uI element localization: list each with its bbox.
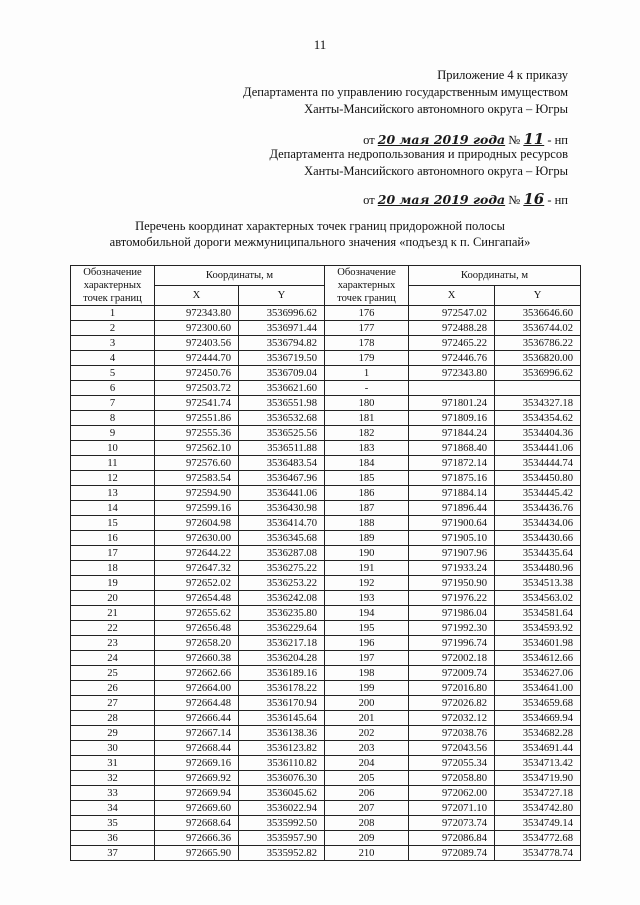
table-row: [71, 711, 581, 726]
cell-y-left: 3536178.22: [239, 681, 325, 696]
handwritten-date: 20 мая 2019 года: [377, 132, 506, 147]
cell-y-left: 3536467.96: [239, 471, 325, 486]
department-line-1: Департамента недропользования и природных ресурсов: [269, 147, 568, 161]
cell-x-right: 971844.24: [409, 426, 495, 441]
cell-point-left: 27: [71, 696, 155, 711]
cell-x-right: 971872.14: [409, 456, 495, 471]
cell-y-right: 3534691.44: [495, 741, 581, 756]
cell-y-left: 3536253.22: [239, 576, 325, 591]
cell-x-left: 972665.90: [155, 846, 239, 861]
cell-point-right: 187: [325, 501, 409, 516]
cell-y-left: 3536217.18: [239, 636, 325, 651]
cell-point-right: 200: [325, 696, 409, 711]
cell-point-left: 7: [71, 396, 155, 411]
cell-point-right: 189: [325, 531, 409, 546]
cell-point-left: 3: [71, 336, 155, 351]
cell-y-left: 3536511.88: [239, 441, 325, 456]
cell-y-left: 3536204.28: [239, 651, 325, 666]
table-body: [71, 306, 581, 861]
order-date-2: [363, 190, 568, 208]
cell-x-left: 972562.10: [155, 441, 239, 456]
cell-point-right: 190: [325, 546, 409, 561]
cell-x-left: 972666.44: [155, 711, 239, 726]
appendix-line-2: Департамента по управлению государственным имуществом: [243, 85, 568, 99]
cell-y-right: 3534581.64: [495, 606, 581, 621]
cell-x-left: 972654.48: [155, 591, 239, 606]
cell-y-left: 3536076.30: [239, 771, 325, 786]
cell-y-right: 3534593.92: [495, 621, 581, 636]
table-row: [71, 486, 581, 501]
cell-y-right: 3534612.66: [495, 651, 581, 666]
table-row: [71, 456, 581, 471]
page-number: 11: [313, 37, 327, 52]
cell-x-right: 972055.34: [409, 756, 495, 771]
cell-point-left: 29: [71, 726, 155, 741]
cell-x-left: 972664.00: [155, 681, 239, 696]
cell-y-left: 3536235.80: [239, 606, 325, 621]
cell-y-left: 3536345.68: [239, 531, 325, 546]
header-y-left: Y: [239, 286, 325, 306]
cell-x-left: 972655.62: [155, 606, 239, 621]
cell-point-left: 35: [71, 816, 155, 831]
cell-x-left: 972300.60: [155, 321, 239, 336]
table-row: [71, 396, 581, 411]
cell-y-left: 3536996.62: [239, 306, 325, 321]
cell-point-right: 1: [325, 366, 409, 381]
cell-x-left: 972669.60: [155, 801, 239, 816]
cell-x-right: 972002.18: [409, 651, 495, 666]
cell-point-left: 26: [71, 681, 155, 696]
table-row: [71, 636, 581, 651]
cell-point-right: 192: [325, 576, 409, 591]
cell-point-left: 15: [71, 516, 155, 531]
cell-y-right: 3534727.18: [495, 786, 581, 801]
date-prefix: от: [363, 193, 375, 207]
handwritten-number: 16: [523, 190, 545, 208]
cell-x-left: 972664.48: [155, 696, 239, 711]
cell-x-left: 972555.36: [155, 426, 239, 441]
cell-x-right: 972547.02: [409, 306, 495, 321]
cell-y-left: 3536138.36: [239, 726, 325, 741]
cell-x-left: 972576.60: [155, 456, 239, 471]
table-row: [71, 381, 581, 396]
cell-x-right: 971900.64: [409, 516, 495, 531]
cell-point-left: 19: [71, 576, 155, 591]
cell-x-left: 972668.64: [155, 816, 239, 831]
cell-point-right: 181: [325, 411, 409, 426]
cell-point-left: 31: [71, 756, 155, 771]
cell-y-right: 3534627.06: [495, 666, 581, 681]
appendix-line-3: Ханты-Мансийского автономного округа – Югры: [304, 102, 568, 116]
cell-y-right: 3536786.22: [495, 336, 581, 351]
table-row: [71, 321, 581, 336]
cell-y-left: 3536525.56: [239, 426, 325, 441]
cell-x-right: 972073.74: [409, 816, 495, 831]
cell-y-right: 3534441.06: [495, 441, 581, 456]
cell-y-right: 3534404.36: [495, 426, 581, 441]
cell-point-left: 2: [71, 321, 155, 336]
cell-x-right: 972465.22: [409, 336, 495, 351]
cell-point-right: -: [325, 381, 409, 396]
cell-point-right: 201: [325, 711, 409, 726]
cell-x-right: 971896.44: [409, 501, 495, 516]
cell-y-right: 3534435.64: [495, 546, 581, 561]
table-row: [71, 576, 581, 591]
cell-y-right: 3534641.00: [495, 681, 581, 696]
cell-point-left: 16: [71, 531, 155, 546]
table-row: [71, 666, 581, 681]
cell-point-right: 185: [325, 471, 409, 486]
table-row: [71, 426, 581, 441]
cell-point-right: 199: [325, 681, 409, 696]
cell-y-left: 3536242.08: [239, 591, 325, 606]
cell-point-right: 203: [325, 741, 409, 756]
cell-x-right: [409, 381, 495, 396]
department-header: [269, 146, 568, 180]
appendix-header: [243, 67, 568, 118]
handwritten-date: 20 мая 2019 года: [377, 192, 506, 207]
table-row: [71, 741, 581, 756]
cell-y-right: 3534772.68: [495, 831, 581, 846]
cell-x-left: 972658.20: [155, 636, 239, 651]
handwritten-number: 11: [523, 130, 545, 148]
cell-point-left: 28: [71, 711, 155, 726]
table-row: [71, 591, 581, 606]
cell-y-left: 3536170.94: [239, 696, 325, 711]
cell-x-right: 971950.90: [409, 576, 495, 591]
cell-y-left: 3535992.50: [239, 816, 325, 831]
cell-y-right: 3534354.62: [495, 411, 581, 426]
table-row: [71, 516, 581, 531]
table-row: [71, 306, 581, 321]
cell-x-right: 972488.28: [409, 321, 495, 336]
table-row: [71, 546, 581, 561]
cell-y-right: 3534682.28: [495, 726, 581, 741]
cell-x-right: 972089.74: [409, 846, 495, 861]
cell-x-left: 972660.38: [155, 651, 239, 666]
cell-x-left: 972599.16: [155, 501, 239, 516]
cell-point-right: 183: [325, 441, 409, 456]
cell-x-left: 972541.74: [155, 396, 239, 411]
cell-x-right: 972058.80: [409, 771, 495, 786]
table-row: [71, 621, 581, 636]
cell-y-right: 3536646.60: [495, 306, 581, 321]
cell-y-right: 3534445.42: [495, 486, 581, 501]
cell-x-left: 972630.00: [155, 531, 239, 546]
cell-y-right: 3534719.90: [495, 771, 581, 786]
cell-point-right: 197: [325, 651, 409, 666]
cell-point-left: 17: [71, 546, 155, 561]
table-row: [71, 531, 581, 546]
cell-y-left: 3536022.94: [239, 801, 325, 816]
cell-x-left: 972594.90: [155, 486, 239, 501]
cell-y-left: 3536229.64: [239, 621, 325, 636]
cell-x-right: 971868.40: [409, 441, 495, 456]
coordinates-table: [70, 265, 581, 861]
cell-point-left: 9: [71, 426, 155, 441]
cell-x-right: 971933.24: [409, 561, 495, 576]
cell-y-left: 3535957.90: [239, 831, 325, 846]
number-suffix: - нп: [547, 133, 568, 147]
cell-point-right: 191: [325, 561, 409, 576]
table-row: [71, 561, 581, 576]
cell-y-right: 3536820.00: [495, 351, 581, 366]
cell-x-right: 972446.76: [409, 351, 495, 366]
cell-point-left: 12: [71, 471, 155, 486]
table-row: [71, 756, 581, 771]
cell-y-right: 3534778.74: [495, 846, 581, 861]
cell-point-left: 11: [71, 456, 155, 471]
cell-y-right: 3534430.66: [495, 531, 581, 546]
table-row: [71, 606, 581, 621]
number-sign: №: [508, 133, 521, 147]
table-row: [71, 771, 581, 786]
cell-point-right: 198: [325, 666, 409, 681]
cell-x-left: 972343.80: [155, 306, 239, 321]
cell-y-left: 3536414.70: [239, 516, 325, 531]
number-sign: №: [508, 193, 521, 207]
cell-y-right: 3534749.14: [495, 816, 581, 831]
cell-y-right: 3534434.06: [495, 516, 581, 531]
cell-point-left: 13: [71, 486, 155, 501]
header-coords-right: Координаты, м: [409, 266, 581, 286]
cell-y-left: 3536275.22: [239, 561, 325, 576]
cell-x-right: 971875.16: [409, 471, 495, 486]
number-suffix: - нп: [547, 193, 568, 207]
cell-point-right: 204: [325, 756, 409, 771]
title-line-2: автомобильной дороги межмуниципального значения «подъезд к п. Сингапай»: [109, 235, 531, 249]
cell-point-left: 18: [71, 561, 155, 576]
cell-y-right: 3534563.02: [495, 591, 581, 606]
cell-x-right: 972016.80: [409, 681, 495, 696]
cell-x-right: 971801.24: [409, 396, 495, 411]
cell-y-left: 3536145.64: [239, 711, 325, 726]
cell-y-right: 3534480.96: [495, 561, 581, 576]
date-prefix: от: [363, 133, 375, 147]
cell-x-left: 972583.54: [155, 471, 239, 486]
table-row: [71, 651, 581, 666]
cell-point-right: 205: [325, 771, 409, 786]
cell-x-right: 972343.80: [409, 366, 495, 381]
cell-x-right: 972009.74: [409, 666, 495, 681]
cell-y-left: 3536709.04: [239, 366, 325, 381]
table-row: [71, 681, 581, 696]
cell-x-right: 971996.74: [409, 636, 495, 651]
table-row: [71, 336, 581, 351]
cell-point-left: 5: [71, 366, 155, 381]
cell-x-right: 972038.76: [409, 726, 495, 741]
cell-y-left: 3536430.98: [239, 501, 325, 516]
table-row: [71, 831, 581, 846]
table-row: [71, 801, 581, 816]
cell-point-right: 186: [325, 486, 409, 501]
cell-x-right: 971986.04: [409, 606, 495, 621]
cell-x-right: 971992.30: [409, 621, 495, 636]
cell-x-right: 971905.10: [409, 531, 495, 546]
cell-point-right: 176: [325, 306, 409, 321]
cell-y-left: 3536532.68: [239, 411, 325, 426]
table-row: [71, 726, 581, 741]
cell-point-left: 21: [71, 606, 155, 621]
cell-y-left: 3536045.62: [239, 786, 325, 801]
cell-point-left: 25: [71, 666, 155, 681]
cell-y-left: 3536794.82: [239, 336, 325, 351]
cell-point-left: 32: [71, 771, 155, 786]
cell-x-right: 972086.84: [409, 831, 495, 846]
cell-x-left: 972668.44: [155, 741, 239, 756]
cell-x-right: 971976.22: [409, 591, 495, 606]
cell-y-right: 3534513.38: [495, 576, 581, 591]
cell-x-left: 972647.32: [155, 561, 239, 576]
cell-x-left: 972669.94: [155, 786, 239, 801]
cell-y-left: 3535952.82: [239, 846, 325, 861]
cell-point-right: 177: [325, 321, 409, 336]
cell-point-right: 182: [325, 426, 409, 441]
cell-y-right: 3534601.98: [495, 636, 581, 651]
table-row: [71, 351, 581, 366]
cell-point-right: 196: [325, 636, 409, 651]
cell-point-left: 20: [71, 591, 155, 606]
cell-y-right: 3536996.62: [495, 366, 581, 381]
header-point-right: Обозначение характерных точек границ: [325, 266, 409, 306]
cell-point-right: 202: [325, 726, 409, 741]
cell-point-right: 178: [325, 336, 409, 351]
cell-x-right: 971907.96: [409, 546, 495, 561]
cell-point-right: 193: [325, 591, 409, 606]
cell-y-left: 3536287.08: [239, 546, 325, 561]
cell-x-left: 972450.76: [155, 366, 239, 381]
cell-point-right: 194: [325, 606, 409, 621]
cell-point-right: 188: [325, 516, 409, 531]
table-row: [71, 366, 581, 381]
header-x-left: X: [155, 286, 239, 306]
cell-point-left: 34: [71, 801, 155, 816]
cell-x-left: 972503.72: [155, 381, 239, 396]
table-row: [71, 846, 581, 861]
cell-point-right: 180: [325, 396, 409, 411]
cell-point-right: 179: [325, 351, 409, 366]
cell-point-left: 24: [71, 651, 155, 666]
cell-y-left: 3536110.82: [239, 756, 325, 771]
cell-point-left: 1: [71, 306, 155, 321]
header-coords-left: Координаты, м: [155, 266, 325, 286]
cell-point-right: 208: [325, 816, 409, 831]
cell-y-right: [495, 381, 581, 396]
cell-x-right: 971809.16: [409, 411, 495, 426]
cell-y-right: 3534450.80: [495, 471, 581, 486]
cell-point-right: 206: [325, 786, 409, 801]
header-point-left: Обозначение характерных точек границ: [71, 266, 155, 306]
cell-y-right: 3534659.68: [495, 696, 581, 711]
table-row: [71, 501, 581, 516]
document-title: [0, 218, 640, 250]
table-row: [71, 411, 581, 426]
cell-y-right: 3536744.02: [495, 321, 581, 336]
cell-x-left: 972551.86: [155, 411, 239, 426]
cell-x-left: 972669.92: [155, 771, 239, 786]
cell-x-left: 972403.56: [155, 336, 239, 351]
cell-y-left: 3536719.50: [239, 351, 325, 366]
cell-x-left: 972669.16: [155, 756, 239, 771]
cell-y-left: 3536551.98: [239, 396, 325, 411]
table-row: [71, 471, 581, 486]
cell-point-right: 195: [325, 621, 409, 636]
cell-point-left: 6: [71, 381, 155, 396]
cell-y-right: 3534669.94: [495, 711, 581, 726]
cell-x-left: 972444.70: [155, 351, 239, 366]
cell-y-left: 3536483.54: [239, 456, 325, 471]
cell-y-left: 3536441.06: [239, 486, 325, 501]
cell-y-left: 3536123.82: [239, 741, 325, 756]
cell-x-right: 972043.56: [409, 741, 495, 756]
cell-y-right: 3534742.80: [495, 801, 581, 816]
cell-x-left: 972652.02: [155, 576, 239, 591]
table-row: [71, 441, 581, 456]
table-row: [71, 696, 581, 711]
appendix-line-1: Приложение 4 к приказу: [437, 68, 568, 82]
cell-point-left: 37: [71, 846, 155, 861]
cell-point-left: 30: [71, 741, 155, 756]
cell-x-left: 972656.48: [155, 621, 239, 636]
cell-point-left: 8: [71, 411, 155, 426]
table-row: [71, 786, 581, 801]
cell-point-left: 33: [71, 786, 155, 801]
cell-y-right: 3534327.18: [495, 396, 581, 411]
title-line-1: Перечень координат характерных точек границ придорожной полосы: [135, 219, 505, 233]
cell-y-right: 3534713.42: [495, 756, 581, 771]
cell-point-left: 10: [71, 441, 155, 456]
header-x-right: X: [409, 286, 495, 306]
table-row: [71, 816, 581, 831]
cell-y-right: 3534444.74: [495, 456, 581, 471]
cell-point-left: 36: [71, 831, 155, 846]
cell-x-left: 972667.14: [155, 726, 239, 741]
cell-point-right: 207: [325, 801, 409, 816]
cell-point-left: 23: [71, 636, 155, 651]
cell-y-right: 3534436.76: [495, 501, 581, 516]
cell-x-right: 972062.00: [409, 786, 495, 801]
cell-point-right: 210: [325, 846, 409, 861]
cell-y-left: 3536621.60: [239, 381, 325, 396]
cell-x-right: 971884.14: [409, 486, 495, 501]
cell-x-right: 972071.10: [409, 801, 495, 816]
cell-x-left: 972662.66: [155, 666, 239, 681]
department-line-2: Ханты-Мансийского автономного округа – Югры: [304, 164, 568, 178]
cell-point-left: 4: [71, 351, 155, 366]
cell-point-left: 22: [71, 621, 155, 636]
cell-point-left: 14: [71, 501, 155, 516]
cell-x-left: 972666.36: [155, 831, 239, 846]
cell-x-left: 972604.98: [155, 516, 239, 531]
cell-x-left: 972644.22: [155, 546, 239, 561]
cell-point-right: 184: [325, 456, 409, 471]
cell-x-right: 972032.12: [409, 711, 495, 726]
header-y-right: Y: [495, 286, 581, 306]
cell-point-right: 209: [325, 831, 409, 846]
cell-x-right: 972026.82: [409, 696, 495, 711]
cell-y-left: 3536971.44: [239, 321, 325, 336]
cell-y-left: 3536189.16: [239, 666, 325, 681]
